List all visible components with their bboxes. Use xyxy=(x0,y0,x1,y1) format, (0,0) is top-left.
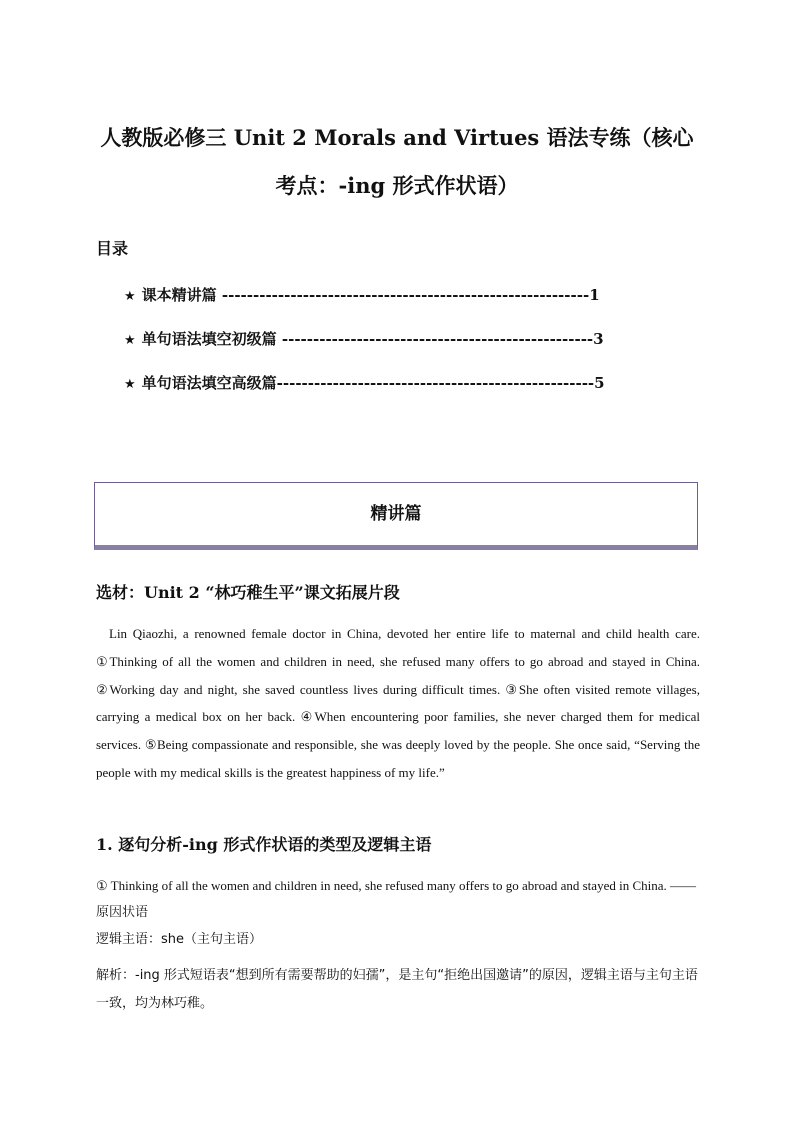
toc-item-textbook[interactable] xyxy=(124,284,600,305)
document-title-line-1: 人教版必修三 Unit 2 Morals and Virtues 语法专练（核心 xyxy=(100,125,694,150)
star-icon: ★ xyxy=(124,289,136,304)
reading-passage-text: Lin Qiaozhi, a renowned female doctor in China, devoted her entire life to maternal and child health care. ①Thinking of all the women and children in need, she refused many offers to go abroad and stayed in China. ②Working day and night, she saved countless lives during difficult times. ③She often visited remote villages, carrying a medical box on her back. ④When encountering poor families, she never charged them for medical services. ⑤Being compassionate and responsible, she was deeply loved by the people. She once said, “Serving the people with my medical skills is the greatest happiness of my life.” xyxy=(96,626,700,780)
section-banner-label: 精讲篇 xyxy=(370,504,422,524)
material-heading: 选材：Unit 2 “林巧稚生平”课文拓展片段 xyxy=(96,583,400,602)
document-title xyxy=(96,114,698,210)
toc-item-advanced[interactable] xyxy=(124,372,605,393)
reading-passage xyxy=(96,620,700,787)
toc-item-label: 课本精讲篇 -----------------------------------------------------------1 xyxy=(141,286,600,304)
toc-item-label: 单句语法填空初级篇 --------------------------------------------------3 xyxy=(141,330,604,348)
star-icon: ★ xyxy=(124,377,136,392)
section-banner xyxy=(94,482,698,550)
explanation: 解析：-ing 形式短语表“想到所有需要帮助的妇孺”，是主句“拒绝出国邀请”的原因，逻辑主语与主句主语一致，均为林巧稚。 xyxy=(96,968,698,1011)
analysis-heading: 1. 逐句分析-ing 形式作状语的类型及逻辑主语 xyxy=(96,835,432,854)
toc-heading: 目录 xyxy=(96,239,129,258)
star-icon: ★ xyxy=(124,333,136,348)
logical-subject: 逻辑主语：she（主句主语） xyxy=(96,932,263,947)
toc-item-label: 单句语法填空高级篇---------------------------------------------------5 xyxy=(141,374,605,392)
document-title-line-2: 考点：-ing 形式作状语） xyxy=(275,173,519,198)
toc-item-basic[interactable] xyxy=(124,328,604,349)
example-sentence: ① Thinking of all the women and children in need, she refused many offers to go abroad and stayed in China. ——原因状语 xyxy=(96,878,696,919)
